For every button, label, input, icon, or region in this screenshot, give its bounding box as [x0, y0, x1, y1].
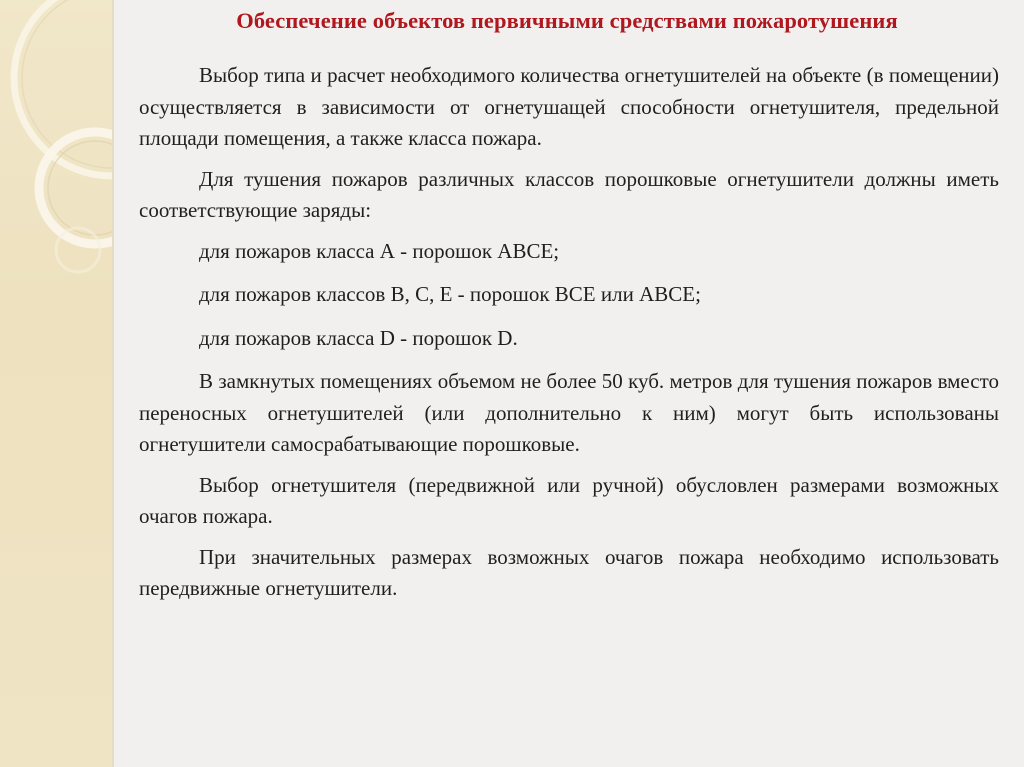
paragraph-mobile-or-manual: Выбор огнетушителя (передвижной или ручной) обусловлен размерами возможных очагов пожара. [139, 472, 999, 528]
paragraph-powder-charges: Для тушения пожаров различных классов порошковые огнетушители должны иметь соответствующие заряды: [139, 166, 999, 222]
paragraph-closed-rooms: В замкнутых помещениях объемом не более 50 куб. метров для тушения пожаров вместо переносных огнетушителей (или дополнительно к ним) могут быть использованы огнетушители самосрабатывающие порошковые. [139, 369, 999, 456]
list-item-class-a: для пожаров класса А - порошок АВСЕ; [199, 238, 560, 263]
decorative-circles [0, 0, 112, 767]
paragraph-large-fires: При значительных размерах возможных очагов пожара необходимо использовать передвижные огнетушители. [139, 544, 999, 600]
list-item-class-bce: для пожаров классов В, С, Е - порошок ВСЕ или АВСЕ; [199, 282, 701, 306]
list-item-class-d: для пожаров класса D - порошок D. [199, 325, 518, 350]
slide-title: Обеспечение объектов первичными средствами пожаротушения [236, 8, 898, 33]
decorative-side-band [0, 0, 112, 767]
slide-body [139, 60, 999, 614]
band-divider [112, 0, 114, 767]
paragraph-extinguisher-selection: Выбор типа и расчет необходимого количества огнетушителей на объекте (в помещении) осуществляется в зависимости от огнетушащей способности огнетушителя, предельной площади помещения, а также класса пожара. [139, 63, 999, 150]
